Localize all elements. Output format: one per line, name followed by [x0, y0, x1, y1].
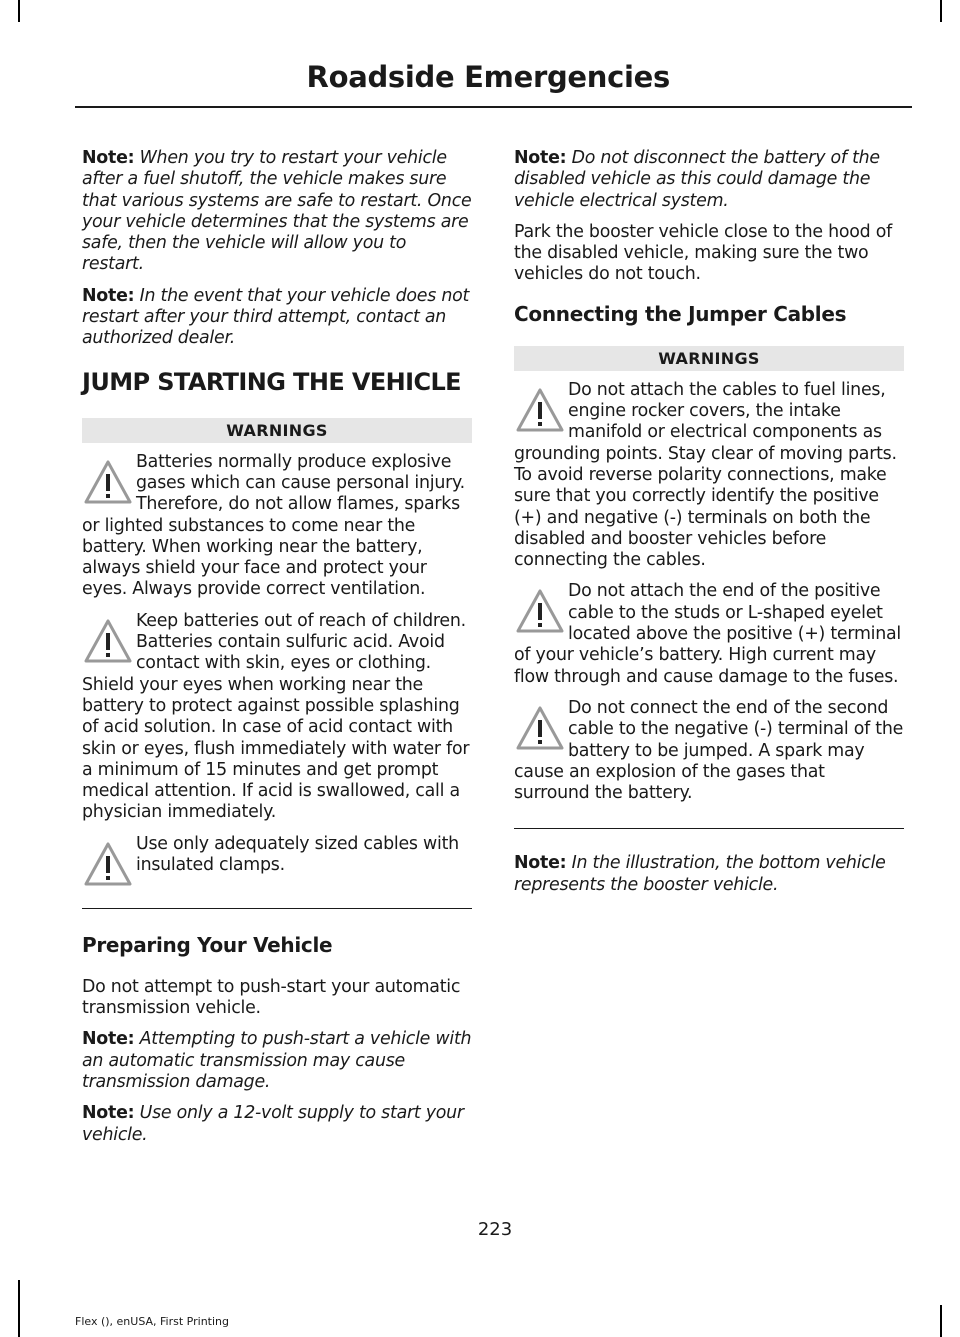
paragraph: Do not attempt to push-start your automatic transmission vehicle. [82, 976, 461, 1019]
edition-footer: Flex (), enUSA, First Printing [75, 1315, 229, 1328]
subsection-heading: Preparing Your Vehicle [82, 932, 333, 957]
header-rule [75, 106, 912, 108]
note-label: Note: [514, 853, 567, 874]
page-header-title: Roadside Emergencies [306, 60, 670, 94]
warning-text: Keep batteries out of reach of children. Batteries contain sulfuric acid. Avoid contact with skin, eyes or clothing. Shield your eyes when working near the battery to protect against possible splashing of acid solution. In case of acid contact with skin or eyes, flush immediately with water for a minimum of 15 minutes and get prompt medical attention. If acid is swallowed, call a physician immediately. [82, 610, 470, 823]
note [82, 1103, 472, 1146]
warning-text: Do not connect the end of the second cable to the negative (-) terminal of the battery to be jumped. A spark may cause an explosion of the gases that surround the battery. [514, 697, 904, 804]
note-text: In the event that your vehicle does not restart after your third attempt, contact an authorized dealer. [82, 285, 470, 349]
right-column [514, 148, 904, 906]
note-text: Use only a 12-volt supply to start your vehicle. [82, 1103, 464, 1145]
note-label: Note: [82, 148, 135, 168]
warning-item [514, 380, 904, 572]
warnings-header: WARNINGS [82, 418, 472, 443]
note [82, 148, 472, 276]
warning-item [82, 834, 472, 884]
subsection-heading: Connecting the Jumper Cables [514, 301, 847, 326]
warning-item [514, 581, 904, 687]
page-number: 223 [477, 1219, 513, 1240]
warning-triangle-icon [514, 585, 566, 639]
note-text: When you try to restart your vehicle after a fuel shutoff, the vehicle makes sure that various systems are safe to restart. Once your vehicle determines that the systems are safe, then the vehicle will allow you to restart. [82, 148, 472, 275]
crop-mark-bottom-left [18, 1280, 20, 1337]
warning-text: Do not attach the cables to fuel lines, engine rocker covers, the intake manifold or electrical components as grounding points. Stay clear of moving parts. To avoid reverse polarity connections, make sure that you correctly identify the positive (+) and negative (-) terminals on both the disabled and booster vehicles before connecting the cables. [514, 379, 897, 571]
crop-mark-bottom-right [940, 1305, 942, 1337]
warning-triangle-icon [82, 838, 134, 892]
note [82, 286, 472, 350]
crop-mark-top-right [940, 0, 942, 22]
warning-triangle-icon [82, 456, 134, 510]
section-heading: JUMP STARTING THE VEHICLE [82, 367, 461, 396]
warning-triangle-icon [82, 615, 134, 669]
warning-item [514, 698, 904, 804]
note-label: Note: [82, 1029, 135, 1050]
note [514, 148, 904, 212]
warning-text: Use only adequately sized cables with insulated clamps. [136, 833, 459, 876]
note-label: Note: [514, 148, 567, 168]
note-label: Note: [82, 1103, 135, 1124]
warning-triangle-icon [514, 384, 566, 438]
warning-text: Batteries normally produce explosive gases which can cause personal injury. Therefore, do not allow flames, sparks or lighted substances to come near the battery. When working near the battery, always shield your face and protect your eyes. Always provide correct ventilation. [82, 451, 465, 600]
warning-triangle-icon [514, 702, 566, 756]
warning-item [82, 452, 472, 601]
warnings-header: WARNINGS [514, 346, 904, 371]
note-label: Note: [82, 285, 135, 306]
warning-item [82, 611, 472, 824]
note-text: Attempting to push-start a vehicle with an automatic transmission may cause transmission damage. [82, 1029, 472, 1092]
note-text: Do not disconnect the battery of the disabled vehicle as this could damage the vehicle electrical system. [514, 148, 880, 211]
section-divider [82, 908, 472, 909]
crop-mark-top-left [18, 0, 20, 22]
paragraph: Park the booster vehicle close to the hood of the disabled vehicle, making sure the two vehicles do not touch. [514, 221, 892, 285]
warning-text: Do not attach the end of the positive cable to the studs or L-shaped eyelet located above the positive (+) terminal of your vehicle’s battery. High current may flow through and cause damage to the fuses. [514, 581, 902, 687]
note [82, 1029, 472, 1093]
section-divider [514, 828, 904, 829]
note [514, 853, 904, 896]
left-column [82, 148, 472, 1156]
note-text: In the illustration, the bottom vehicle represents the booster vehicle. [514, 853, 886, 895]
